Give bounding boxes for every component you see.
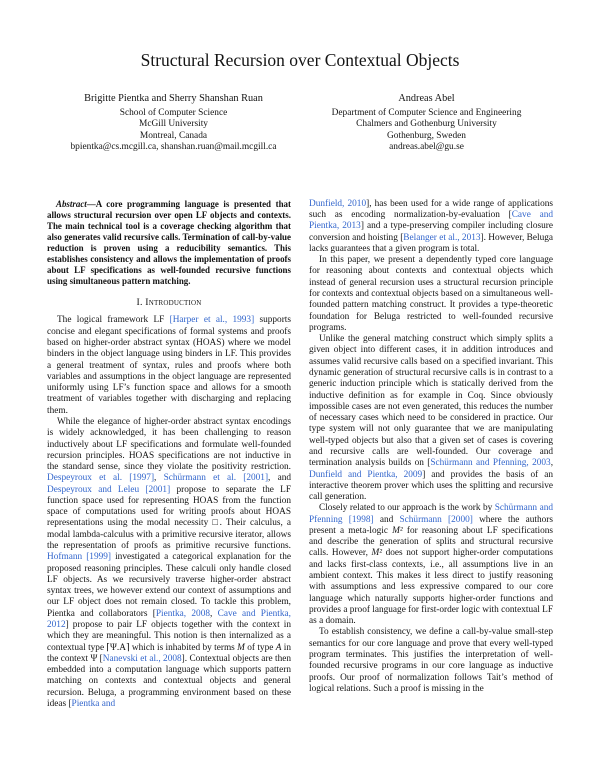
abstract — [47, 199, 291, 288]
citation-link[interactable]: Despeyroux et al. [1997] — [47, 473, 155, 484]
right-column — [309, 199, 553, 710]
citation-link[interactable]: Dunfield and Pientka, 2009 — [309, 469, 423, 480]
citation-link[interactable]: Dunfield, 2010 — [309, 198, 367, 209]
citation-link[interactable]: Despeyroux and Leleu [2001] — [47, 484, 171, 495]
math-inline: M — [237, 642, 245, 653]
two-column-body — [47, 199, 553, 710]
paragraph: Unlike the general matching construct which simply splits a given object into different cases, it in addition introduces and assumes valid recursive calls based on a specified invariant. This dynamic generation of structural recursive calls is in contrast to a generic induction principle which is statically derived from the inductive definition as for example in Coq. Since obviously impossible cases are not even generated, this reduces the number of necessary cases which need to be considered in practice. Our type system will not only guarantee that we are manipulating well-typed objects but also that a given set of cases is covering and recursive calls are well-founded. Our coverage and termination analysis builds on [Schürmann and Pfenning, 2003, Dunfield and Pientka, 2009] and provides the basis of an interactive theorem prover which uses the splitting and recursive call generation. — [309, 334, 554, 503]
citation-link[interactable]: Cave and Pientka, 2012 — [47, 608, 291, 630]
right-column-paragraphs — [309, 199, 553, 695]
citation-link[interactable]: [Harper et al., 1993] — [169, 315, 255, 326]
paragraph: Dunfield, 2010], has been used for a wide range of applications such as encoding normalization-by-evaluation [Cave and Pientka, 2013] and a type-preserving compiler including closure conversion and hoisting [Belanger et al., 2013]. However, Beluga lacks guarantees that a given program is total. — [309, 198, 553, 254]
author-emails: bpientka@cs.mcgill.ca, shanshan.ruan@mail.mcgill.ca — [70, 142, 277, 153]
citation-link[interactable]: Hofmann [1999] — [47, 552, 111, 563]
author-names: Andreas Abel — [398, 93, 455, 104]
affiliation-line: Montreal, Canada — [139, 130, 208, 141]
abstract-dash: — — [86, 198, 96, 209]
section-title: Introduction — [145, 296, 202, 308]
citation-link[interactable]: Pientka, 2008 — [155, 608, 210, 619]
citation-link[interactable]: Belanger et al., 2013 — [403, 232, 481, 243]
citation-link[interactable]: Schürmann et al. [2001] — [163, 473, 269, 484]
author-block-left — [47, 92, 300, 154]
affiliation-line: Department of Computer Science and Engineering — [331, 107, 522, 118]
abstract-label: Abstract — [56, 198, 87, 209]
citation-link[interactable]: Schürmann and Pfenning, 2003 — [430, 458, 551, 469]
paper-title: Structural Recursion over Contextual Objects — [140, 50, 460, 70]
paragraph: The logical framework LF [Harper et al., 1993] supports concise and elegant specifications of formal systems and proofs based on higher-order abstract syntax (HOAS) where we model binders in the object language using binders in LF. This provides a general treatment of syntax, rules and proofs where both variables and assumptions in the object language are represented uniformly using LF’s function space and allows for a smooth treatment of variables together with discharging and replacing them. — [47, 315, 291, 416]
paragraph: While the elegance of higher-order abstract syntax encodings is widely acknowledged, it has been challenging to reason inductively about LF specifications and formulate well-founded recursion principles. HOAS specifications are not inductive in the standard sense, since they violate the positivity restriction. Despeyroux et al. [1997], Schürmann et al. [2001], and Despeyroux and Leleu [2001] propose to separate the LF function space used for representing HOAS from the function space of computations used for writing proofs about HOAS representations using the modal necessity □. Their calculus, a modal lambda-calculus with a primitive recursive iterator, allows the representation of proofs as primitive recursive functions. Hofmann [1999] investigated a categorical explanation for the proposed reasoning principles. These calculi only handle closed LF objects. As we recursively traverse higher-order abstract syntax trees, we however extend our context of assumptions and our LF object does not remain closed. To tackle this problem, Pientka and collaborators [Pientka, 2008, Cave and Pientka, 2012] propose to pair LF objects together with the context in which they are meaningful. This notion is then internalized as a contextual type ⌈Ψ.A⌉ which is inhabited by terms M of type A in the context Ψ [Nanevski et al., 2008]. Contextual objects are then embedded into a computation language which supports pattern matching on contexts and contextual objects and general recursion. Beluga, a programming environment based on these ideas [Pientka and — [47, 416, 292, 709]
affiliation-line: McGill University — [138, 119, 208, 130]
author-blocks — [47, 92, 553, 154]
citation-link[interactable]: Nanevski et al., 2008 — [102, 653, 182, 664]
author-block-right — [300, 92, 553, 154]
affiliation-line: Chalmers and Gothenburg University — [356, 119, 497, 130]
abstract-text: A core programming language is presented that allows structural recursion over open LF objects and contexts. The main technical tool is a coverage checking algorithm that also generates valid recursive calls. Termination of call-by-value reduction is proven using a reducibility semantics. This establishes consistency and allows the implementation of proofs about LF specifications as well-founded recursive functions using simultaneous pattern matching. — [47, 198, 291, 287]
paragraph: In this paper, we present a dependently typed core language for reasoning about contexts and contextual objects which instead of general recursion uses a structural recursion principle for contexts and contextual objects based on a simultaneous well-founded pattern matching construct. It provides a type-theoretic foundation for Beluga restricted to well-founded recursive programs. — [309, 255, 553, 333]
math-inline: A — [275, 642, 282, 653]
affiliation-line: School of Computer Science — [119, 107, 228, 118]
citation-link[interactable]: Schürmann [2000] — [399, 514, 473, 525]
left-column-paragraphs — [47, 315, 291, 710]
paper-header — [47, 50, 553, 154]
citation-link[interactable]: Pientka and — [71, 698, 116, 709]
math-inline: M² — [371, 548, 383, 559]
citation-link[interactable]: Schürmann and Pfenning [1998] — [309, 503, 553, 525]
paragraph: To establish consistency, we define a call-by-value small-step semantics for our core language and prove that every well-typed program terminates. This justifies the interpretation of well-founded recursive programs in our core language as inductive proofs. Our proof of normalization follows Tait’s method of logical relations. Such a proof is missing in the — [309, 627, 553, 694]
author-names: Brigitte Pientka and Sherry Shanshan Ruan — [84, 93, 263, 104]
left-column — [47, 199, 291, 710]
author-emails: andreas.abel@gu.se — [389, 142, 464, 153]
section-heading — [47, 297, 291, 309]
citation-link[interactable]: Cave and Pientka, 2013 — [309, 210, 553, 232]
math-inline: M² — [392, 525, 403, 536]
section-number: I. — [136, 296, 143, 308]
affiliation-line: Gothenburg, Sweden — [387, 130, 466, 141]
paragraph: Closely related to our approach is the work by Schürmann and Pfenning [1998] and Schürmann [2000] where the authors present a meta-logic M² for reasoning about LF specifications and describe the generation of splits and structural recursive calls. However, M² does not support higher-order computations and lacks first-class contexts, i.e., all assumptions live in an ambient context. This makes it less direct to justify reasoning with assumptions and less expressive compared to our core language which naturally supports higher-order functions and provides a proof language for first-order logic with contextual LF as a domain. — [309, 503, 553, 627]
